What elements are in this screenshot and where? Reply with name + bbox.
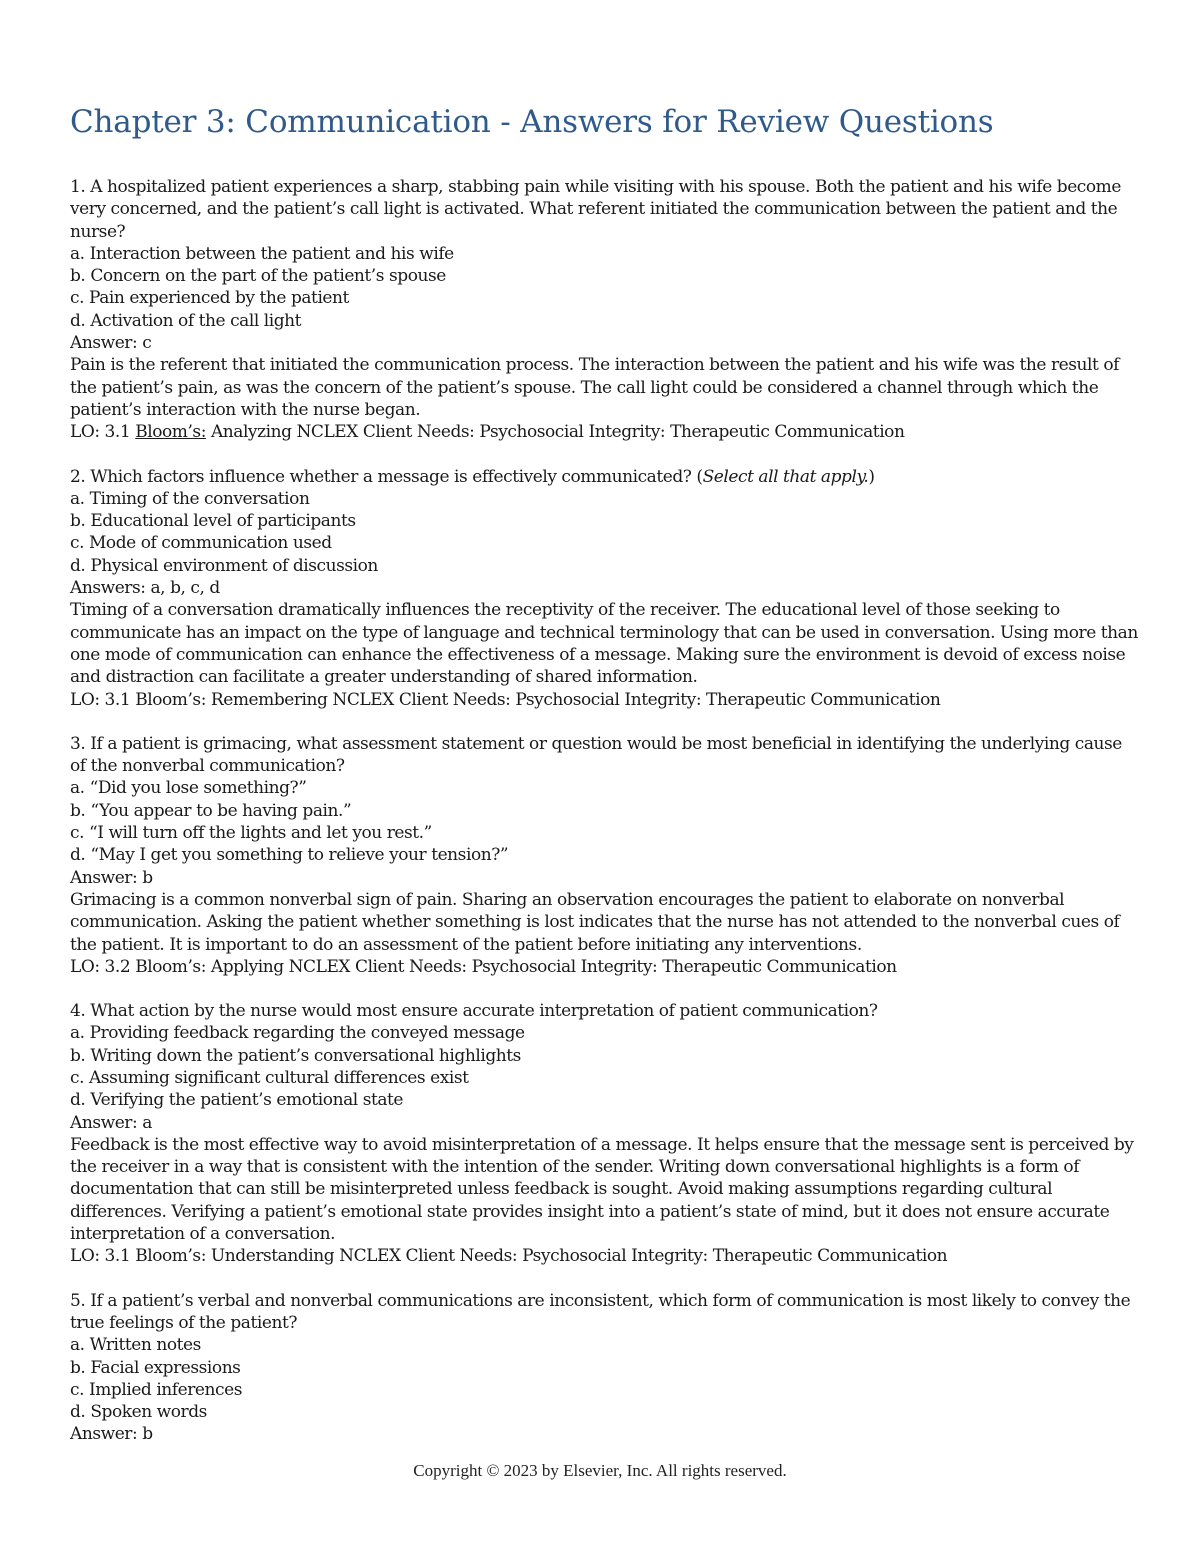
answer: Answer: b [70, 1424, 153, 1445]
question-5 [70, 1290, 1140, 1446]
answer: Answer: c [70, 333, 152, 354]
lo-prefix: LO: 3.1 [70, 422, 136, 443]
lo-rest: Analyzing NCLEX Client Needs: Psychosocial Integrity: Therapeutic Communication [205, 422, 905, 443]
answer: Answer: a [70, 1112, 152, 1133]
learning-objective: LO: 3.1 Bloom’s: Remembering NCLEX Client Needs: Psychosocial Integrity: Therapeutic Communication [70, 689, 941, 710]
option-c: c. Implied inferences [70, 1379, 242, 1400]
option-b: b. Facial expressions [70, 1357, 241, 1378]
question-4 [70, 1000, 1140, 1268]
answer: Answers: a, b, c, d [70, 578, 220, 599]
stem-text: 2. Which factors influence whether a message is effectively communicated? ( [70, 466, 703, 487]
option-a: a. Timing of the conversation [70, 488, 310, 509]
option-b: b. Writing down the patient’s conversational highlights [70, 1045, 521, 1066]
option-a: a. Interaction between the patient and his wife [70, 243, 454, 264]
stem-italic: Select all that apply. [702, 466, 869, 487]
stem-end: ) [868, 466, 875, 487]
answer: Answer: b [70, 867, 153, 888]
question-1 [70, 176, 1140, 444]
option-d: d. Physical environment of discussion [70, 555, 378, 576]
option-b: b. “You appear to be having pain.” [70, 800, 352, 821]
option-c: c. “I will turn off the lights and let you rest.” [70, 823, 432, 844]
question-stem: 5. If a patient’s verbal and nonverbal communications are inconsistent, which form of communication is most likely to convey the true feelings of the patient? [70, 1290, 1131, 1333]
question-2 [70, 466, 1140, 711]
question-stem [70, 466, 1140, 488]
option-c: c. Mode of communication used [70, 533, 332, 554]
lo-blooms-label: Bloom’s: [135, 422, 206, 443]
question-stem: 1. A hospitalized patient experiences a sharp, stabbing pain while visiting with his spouse. Both the patient and his wife become very concerned, and the patient’s call light is activated. What referent initiated the communication between the patient and the nurse? [70, 177, 1121, 242]
question-3 [70, 733, 1140, 978]
option-d: d. Activation of the call light [70, 310, 302, 331]
option-d: d. Verifying the patient’s emotional state [70, 1090, 404, 1111]
option-a: a. Written notes [70, 1335, 201, 1356]
option-b: b. Educational level of participants [70, 511, 356, 532]
learning-objective [70, 421, 1140, 443]
option-d: d. “May I get you something to relieve your tension?” [70, 845, 509, 866]
option-c: c. Assuming significant cultural differences exist [70, 1067, 469, 1088]
document-page [70, 104, 1140, 1468]
page-title: Chapter 3: Communication - Answers for Review Questions [70, 104, 994, 140]
option-d: d. Spoken words [70, 1402, 207, 1423]
option-a: a. Providing feedback regarding the conveyed message [70, 1023, 525, 1044]
learning-objective: LO: 3.1 Bloom’s: Understanding NCLEX Client Needs: Psychosocial Integrity: Therapeutic Communication [70, 1246, 948, 1267]
question-stem: 3. If a patient is grimacing, what assessment statement or question would be most beneficial in identifying the underlying cause of the nonverbal communication? [70, 733, 1122, 777]
rationale: Grimacing is a common nonverbal sign of pain. Sharing an observation encourages the patient to elaborate on nonverbal communication. Asking the patient whether something is lost indicates that the nurse has not attended to the nonverbal cues of the patient. It is important to do an assessment of the patient before initiating any interventions. [70, 889, 1120, 955]
rationale: Pain is the referent that initiated the communication process. The interaction between the patient and his wife was the result of the patient’s pain, as was the concern of the patient’s spouse. The call light could be considered a channel through which the patient’s interaction with the nurse began. [70, 355, 1119, 420]
rationale: Timing of a conversation dramatically influences the receptivity of the receiver. The educational level of those seeking to communicate has an impact on the type of language and technical terminology that can be used in conversation. Using more than one mode of communication can enhance the effectiveness of a message. Making sure the environment is devoid of excess noise and distraction can facilitate a greater understanding of shared information. [70, 600, 1138, 688]
question-stem: 4. What action by the nurse would most ensure accurate interpretation of patient communication? [70, 1001, 878, 1022]
copyright-footer: Copyright © 2023 by Elsevier, Inc. All rights reserved. [413, 1461, 787, 1480]
rationale: Feedback is the most effective way to avoid misinterpretation of a message. It helps ensure that the message sent is perceived by the receiver in a way that is consistent with the intention of the sender. Writing down conversational highlights is a form of documentation that can still be misinterpreted unless feedback is sought. Avoid making assumptions regarding cultural differences. Verifying a patient’s emotional state provides insight into a patient’s state of mind, but it does not ensure accurate interpretation of a conversation. [70, 1134, 1134, 1245]
option-c: c. Pain experienced by the patient [70, 288, 349, 309]
learning-objective: LO: 3.2 Bloom’s: Applying NCLEX Client Needs: Psychosocial Integrity: Therapeutic Communication [70, 956, 897, 977]
option-b: b. Concern on the part of the patient’s spouse [70, 266, 446, 287]
option-a: a. “Did you lose something?” [70, 778, 307, 799]
